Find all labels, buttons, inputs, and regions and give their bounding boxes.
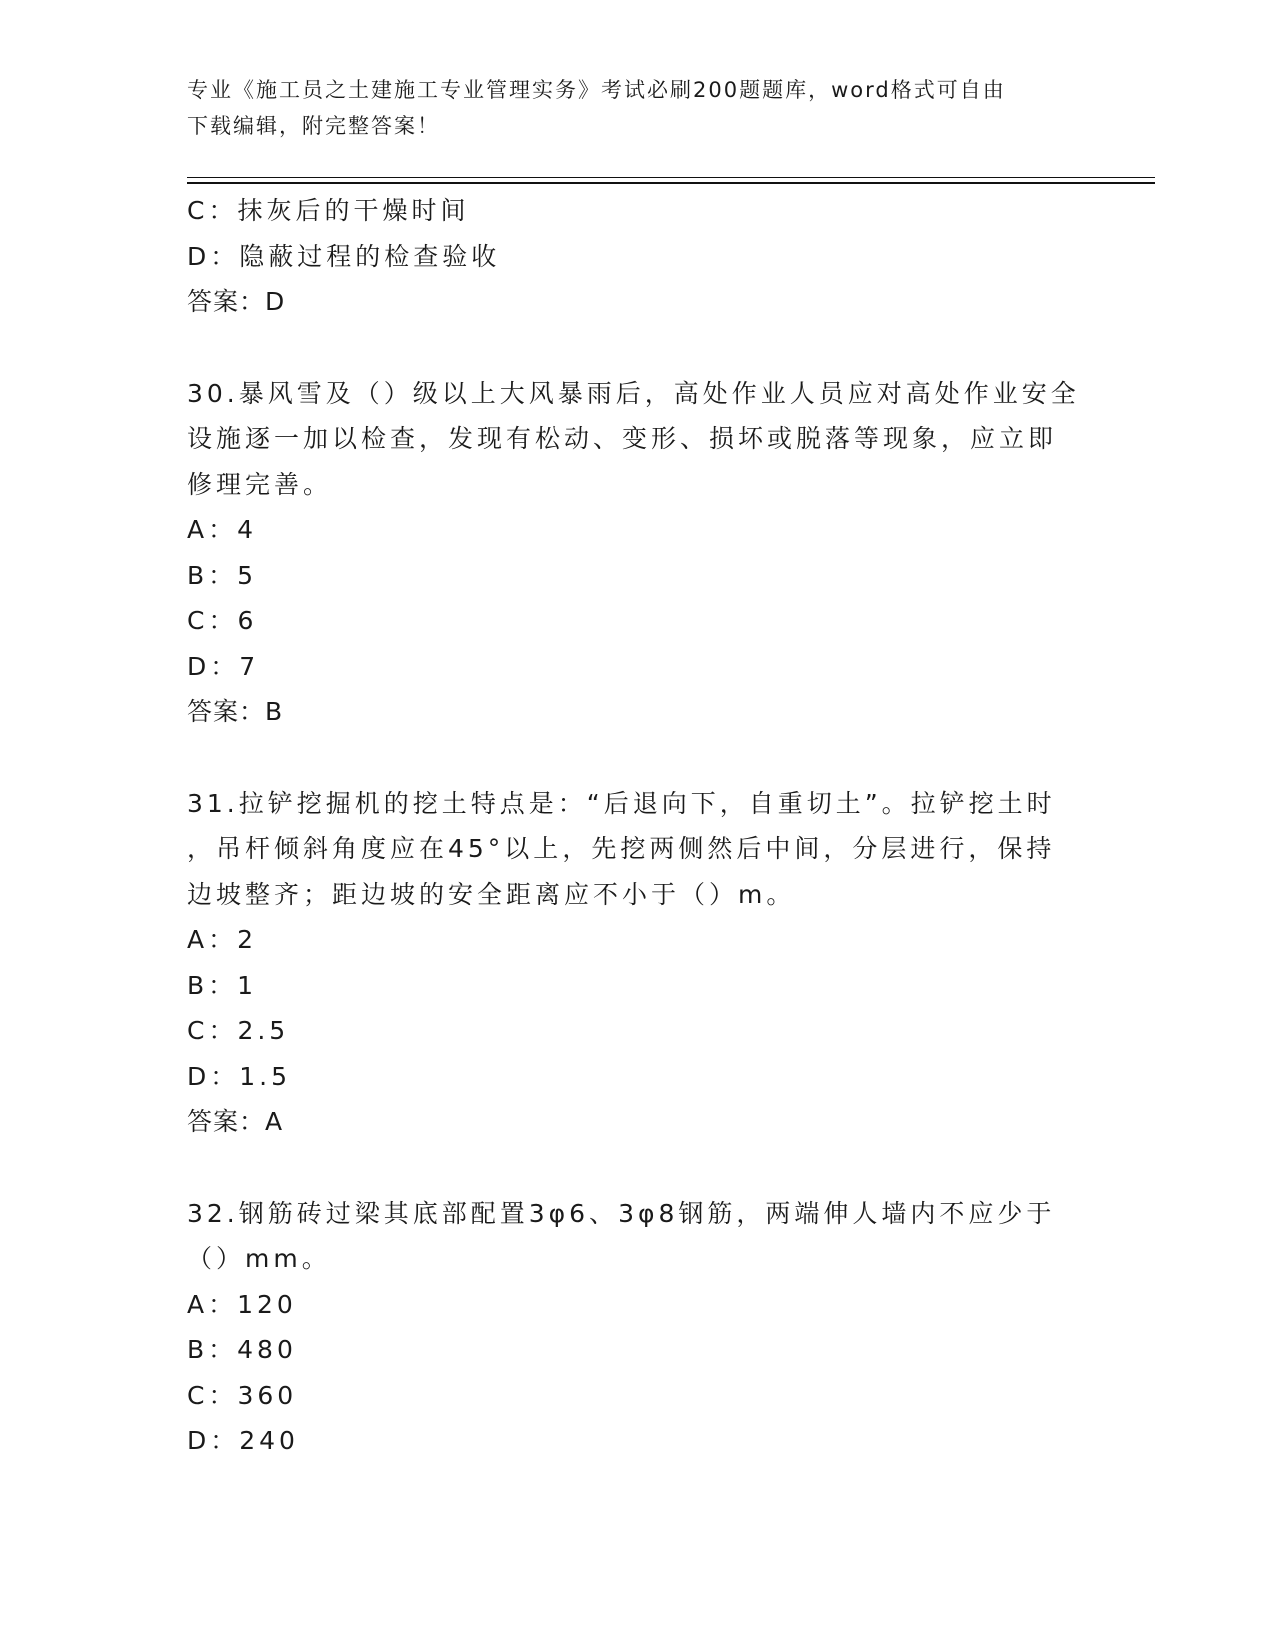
answer-line: 答案：A [187,1107,284,1136]
option-c: C：抹灰后的干燥时间 [187,196,470,225]
question-31 [187,781,1087,1145]
question-text-line: ，吊杆倾斜角度应在45°以上，先挖两侧然后中间，分层进行，保持 [187,834,1056,863]
question-text-line: 边坡整齐；距边坡的安全距离应不小于（）m。 [187,879,796,909]
option-c: C：2.5 [187,1016,290,1045]
option-a: A：2 [187,925,258,954]
header-line-2: 下载编辑，附完整答案！ [187,114,440,138]
option-d: D：7 [187,651,260,681]
question-content [187,188,1087,1464]
question-spacer [187,735,1087,781]
question-30 [187,371,1087,735]
answer-line: 答案：B [187,697,284,726]
question-text-line: 修理完善。 [187,469,333,499]
question-text-line: （）mm。 [187,1244,331,1273]
option-d: D：隐蔽过程的检查验收 [187,241,501,271]
question-text-line: 32.钢筋砖过梁其底部配置3φ6、3φ8钢筋，两端伸人墙内不应少于 [187,1198,1056,1228]
option-d: D：1.5 [187,1061,292,1091]
option-b: B：5 [187,560,258,590]
question-text-line: 31.拉铲挖掘机的挖土特点是：“后退向下，自重切土”。拉铲挖土时 [187,788,1056,818]
question-text-line: 30.暴风雪及（）级以上大风暴雨后，高处作业人员应对高处作业安全 [187,378,1080,408]
option-a: A：4 [187,515,258,544]
previous-question-tail [187,188,1087,325]
option-b: B：1 [187,970,258,1000]
option-c: C：360 [187,1380,298,1410]
answer-line: 答案：D [187,287,286,316]
question-text-line: 设施逐一加以检查，发现有松动、变形、损坏或脱落等现象，应立即 [187,424,1058,453]
option-d: D：240 [187,1426,299,1455]
question-32 [187,1191,1087,1464]
document-header [187,72,1087,144]
header-rule-thin [187,177,1155,178]
option-b: B：480 [187,1335,297,1364]
header-line-1: 专业《施工员之土建施工专业管理实务》考试必刷200题题库，word格式可自由 [187,78,1006,102]
option-a: A：120 [187,1289,297,1319]
option-c: C：6 [187,606,258,635]
question-spacer [187,1145,1087,1191]
question-spacer [187,325,1087,371]
header-rule-thick [187,182,1155,184]
